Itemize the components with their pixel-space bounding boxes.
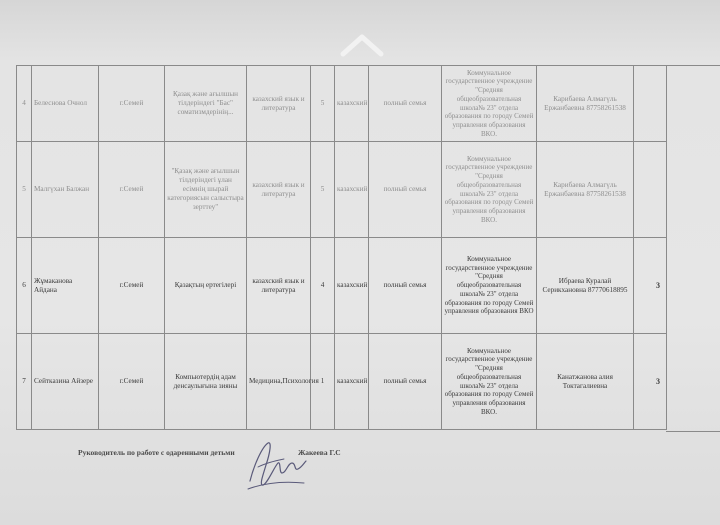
table-row: [17, 334, 667, 430]
city: г.Семей: [99, 142, 165, 238]
language: казахский: [335, 142, 369, 238]
subject: казахский язык и литература: [247, 142, 311, 238]
grade: 5: [311, 66, 335, 142]
family-status: полный семья: [369, 238, 442, 334]
city: г.Семей: [99, 238, 165, 334]
project-topic: Компьютердің адам денсаулығына зияны: [165, 334, 247, 430]
language: казахский: [335, 334, 369, 430]
signer-role: Руководитель по работе с одаренными детьми: [78, 448, 235, 457]
score: 3: [634, 238, 667, 334]
supervisor: Карибаева Алмагүль Ержанбаевна 87758261538: [537, 142, 634, 238]
participants-table: [16, 65, 667, 430]
language: казахский: [335, 238, 369, 334]
subject: Медицина,Психология: [247, 334, 311, 430]
score: [634, 66, 667, 142]
city: г.Семей: [99, 334, 165, 430]
subject: казахский язык и литература: [247, 66, 311, 142]
subject: казахский язык и литература: [247, 238, 311, 334]
supervisor: Карибаева Алмагүль Ержанбаевна 87758261538: [537, 66, 634, 142]
family-status: полный семья: [369, 334, 442, 430]
school-organization: Коммунальное государственное учреждение "Средняя общеобразовательная школа№ 23" отдела образования по городу Семей управления образования ВКО.: [442, 66, 537, 142]
grade: 1: [311, 334, 335, 430]
school-organization: Коммунальное государственное учреждение "Средняя общеобразовательная школа№ 23" отдела образования по городу Семей управления образования ВКО: [442, 238, 537, 334]
row-number: 4: [17, 66, 32, 142]
grade: 4: [311, 238, 335, 334]
family-status: полный семья: [369, 66, 442, 142]
chevron-up-icon[interactable]: [339, 30, 385, 60]
language: казахский: [335, 66, 369, 142]
city: г.Семей: [99, 66, 165, 142]
student-name: Белеснова Очнол: [32, 66, 99, 142]
student-name: Сейтказина Айзере: [32, 334, 99, 430]
school-organization: Коммунальное государственное учреждение "Средняя общеобразовательная школа№ 23" отдела образования по городу Семей управления образования ВКО.: [442, 334, 537, 430]
table-row: [17, 142, 667, 238]
supervisor: Канатжанова алия Токтагалиевна: [537, 334, 634, 430]
project-topic: Қазақ және ағылшын тілдеріндегі "Бас" соматизмдерінің...: [165, 66, 247, 142]
score: [634, 142, 667, 238]
handwritten-signature: [244, 437, 308, 493]
score: 3: [634, 334, 667, 430]
table-row: [17, 66, 667, 142]
signature-line: [78, 448, 341, 457]
signer-name: Жакеева Г.С: [298, 448, 341, 457]
school-organization: Коммунальное государственное учреждение "Средняя общеобразовательная школа№ 23" отдела образования по городу Семей управления образования ВКО.: [442, 142, 537, 238]
row-number: 7: [17, 334, 32, 430]
student-name: Малгүхан Балжан: [32, 142, 99, 238]
supervisor: Ибраева Куралай Серикхановна 87770618895: [537, 238, 634, 334]
project-topic: Қазақтың ертегілері: [165, 238, 247, 334]
family-status: полный семья: [369, 142, 442, 238]
table-row: [17, 238, 667, 334]
row-number: 6: [17, 238, 32, 334]
project-topic: "Қазақ және ағылшын тілдеріндегі ұлан есімнің шырай категориясын салыстыра зерттеу": [165, 142, 247, 238]
row-number: 5: [17, 142, 32, 238]
table-edge-strip: [666, 65, 720, 432]
grade: 5: [311, 142, 335, 238]
student-name: Жұмаканова Айдана: [32, 238, 99, 334]
